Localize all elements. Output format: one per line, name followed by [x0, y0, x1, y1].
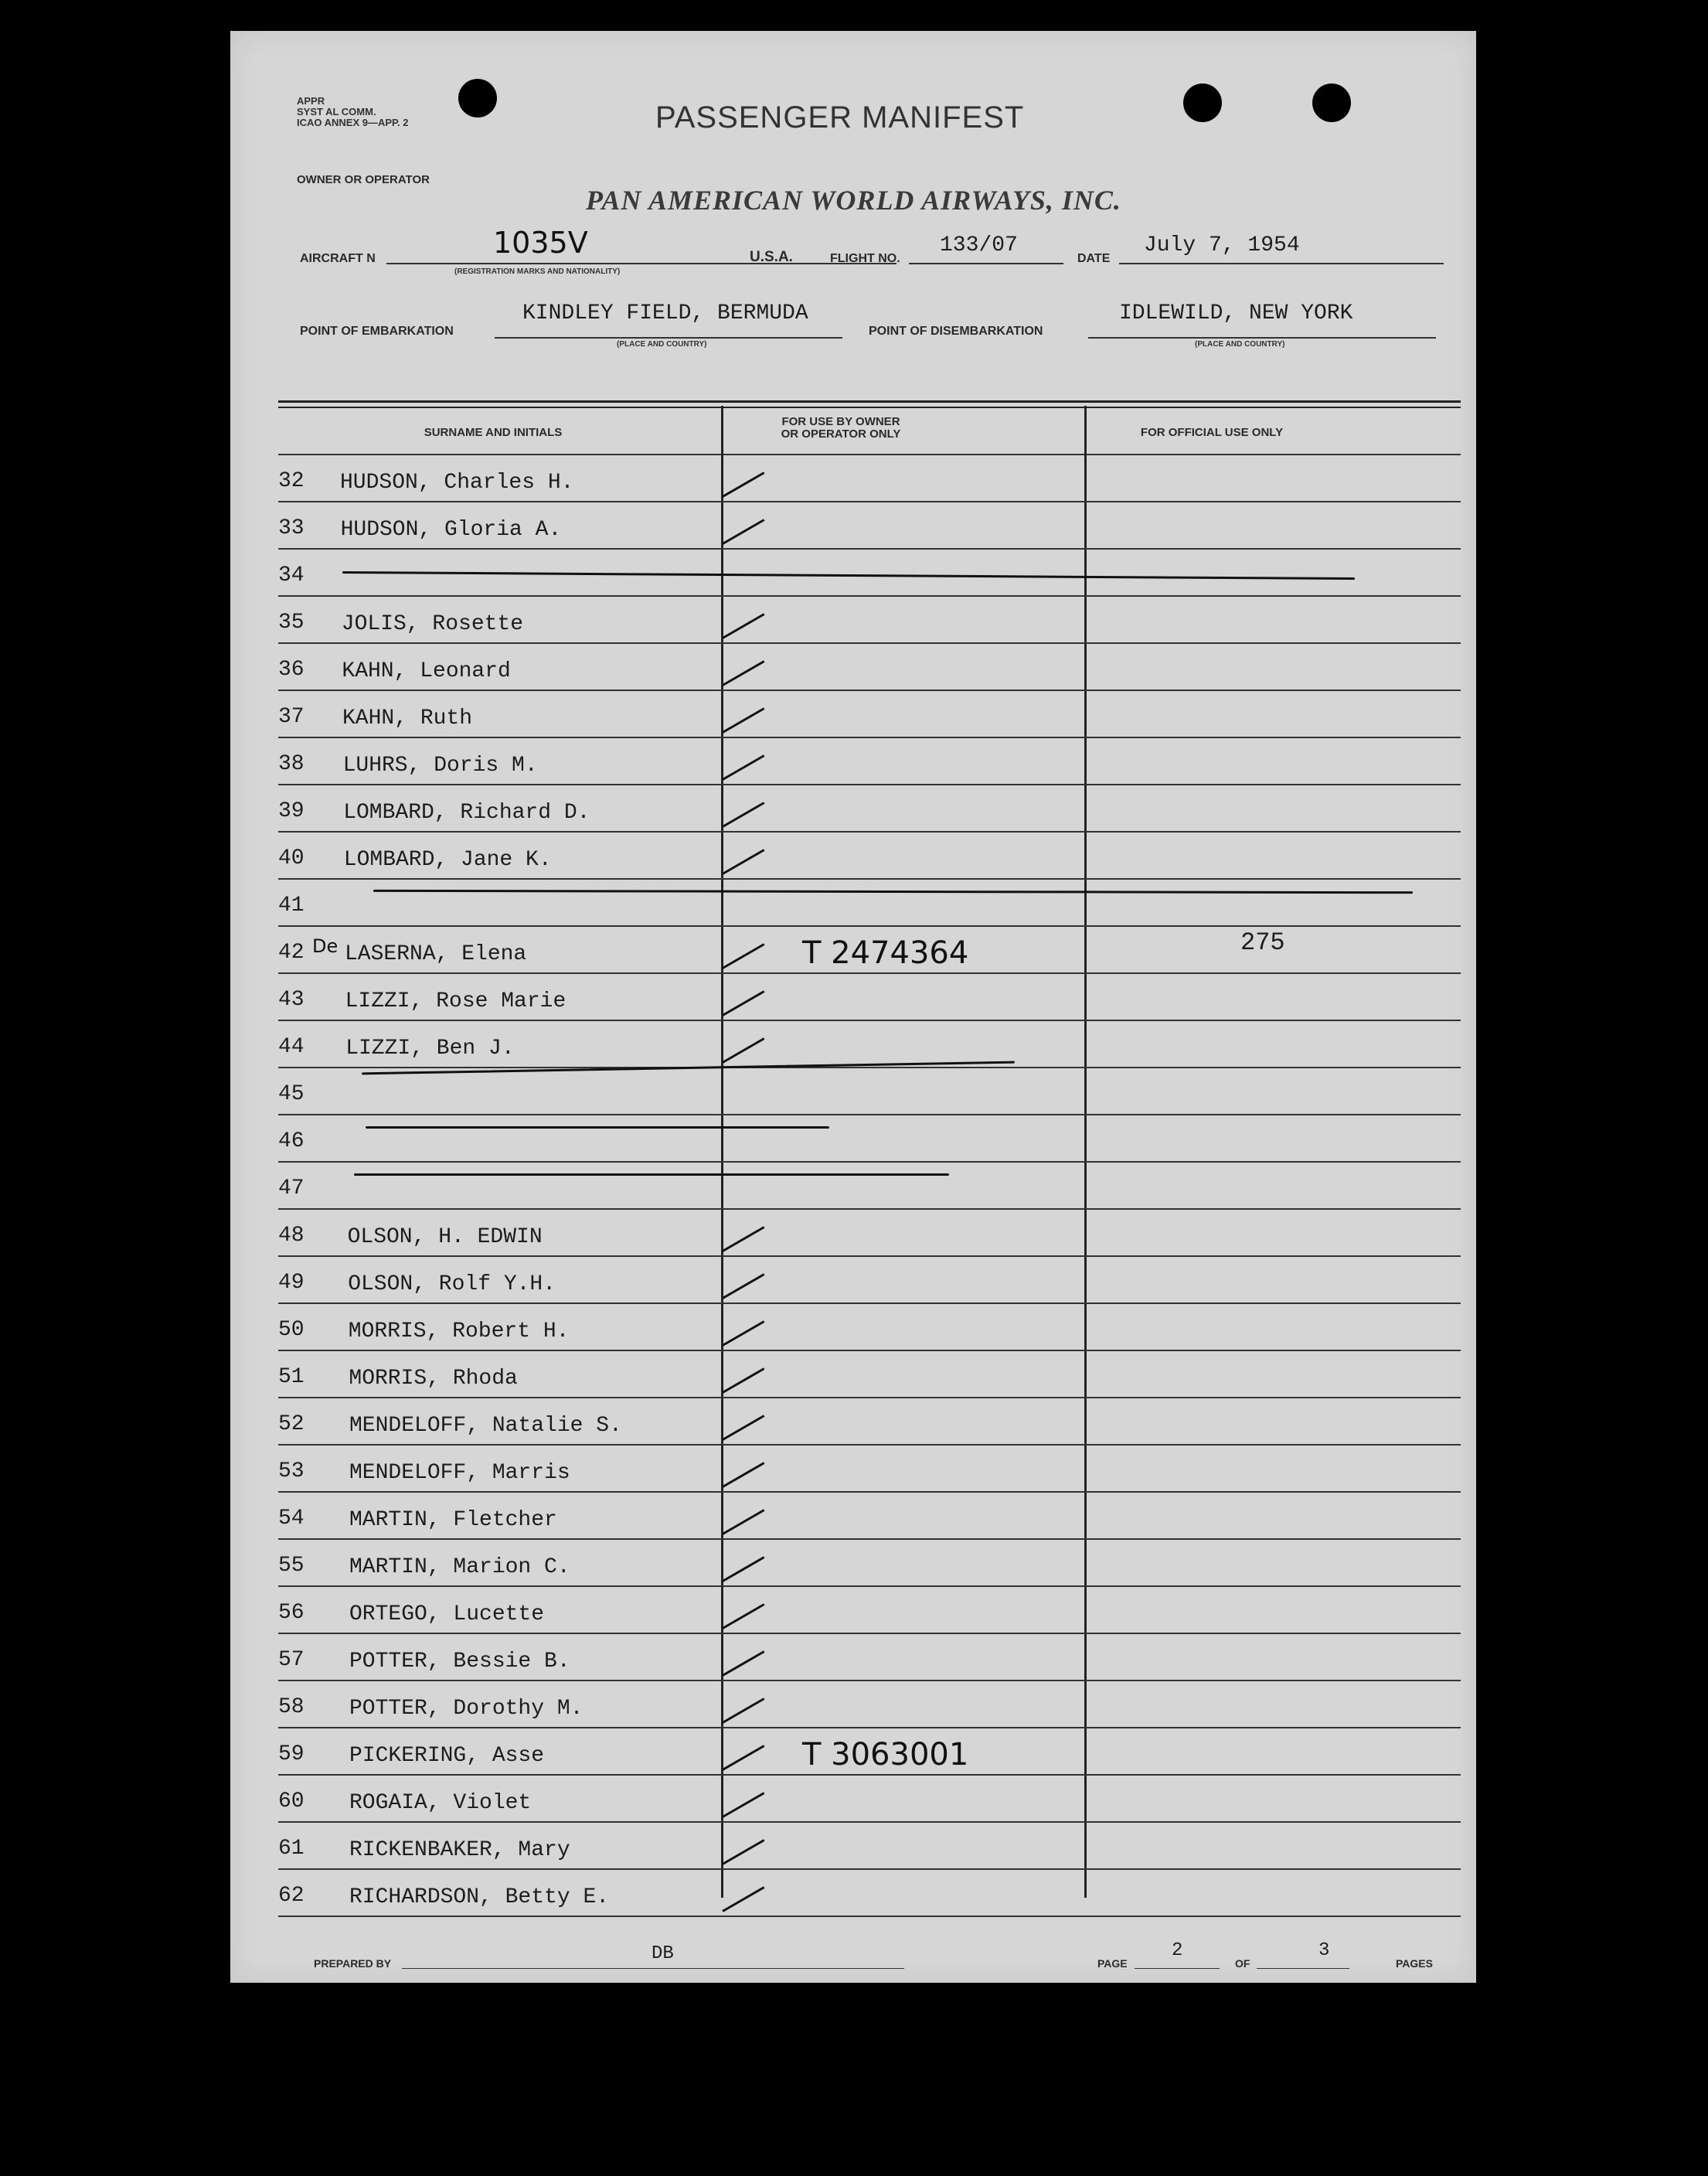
passenger-name: RICKENBAKER, Mary — [349, 1838, 570, 1862]
row-number: 39 — [278, 799, 305, 823]
check-mark — [722, 1698, 764, 1724]
row-number: 48 — [278, 1224, 305, 1248]
row-number: 54 — [278, 1507, 305, 1531]
date-label: DATE — [1077, 252, 1111, 265]
strike-line — [354, 1173, 949, 1176]
row-number: 55 — [278, 1554, 305, 1578]
table-row — [278, 1634, 1461, 1681]
row-number: 35 — [278, 611, 305, 635]
passenger-name: LIZZI, Rose Marie — [345, 989, 566, 1013]
table-row — [278, 1681, 1461, 1728]
passenger-name: ROGAIA, Violet — [349, 1791, 532, 1815]
check-mark — [722, 1603, 764, 1629]
row-number: 58 — [278, 1695, 305, 1719]
check-mark — [722, 943, 764, 969]
official-note: 275 — [1240, 928, 1285, 957]
check-mark — [722, 1320, 764, 1347]
row-number: 43 — [278, 988, 305, 1012]
passenger-name: LUHRS, Doris M. — [342, 754, 538, 778]
table-row — [278, 1021, 1461, 1068]
passenger-name: MARTIN, Fletcher — [349, 1508, 557, 1532]
pages-label: PAGES — [1396, 1957, 1433, 1970]
table-row — [278, 455, 1461, 502]
table-row — [278, 1776, 1461, 1823]
table-row — [278, 974, 1461, 1021]
check-mark — [722, 472, 764, 498]
check-mark — [722, 1415, 764, 1441]
check-mark — [722, 1886, 764, 1912]
check-mark — [722, 1509, 764, 1535]
passenger-name: LIZZI, Ben J. — [345, 1037, 515, 1061]
check-mark — [722, 1226, 764, 1252]
check-mark — [722, 1745, 764, 1771]
check-mark — [722, 1650, 764, 1677]
passenger-name: POTTER, Bessie B. — [349, 1650, 570, 1674]
date-value: July 7, 1954 — [1144, 233, 1300, 257]
check-mark — [722, 1792, 764, 1818]
row-number: 56 — [278, 1601, 305, 1625]
disembark-caption: (PLACE AND COUNTRY) — [1195, 340, 1285, 349]
row-number: 49 — [278, 1271, 305, 1295]
check-mark — [722, 1037, 764, 1064]
row-number: 42 — [278, 941, 305, 965]
table-row — [278, 1587, 1461, 1634]
column-official-use: FOR OFFICIAL USE ONLY — [1140, 426, 1284, 439]
table-row — [278, 502, 1461, 550]
row-number: 33 — [278, 516, 305, 540]
passenger-name: POTTER, Dorothy M. — [349, 1697, 584, 1721]
owner-note: T 3063001 — [802, 1737, 969, 1772]
row-number: 62 — [278, 1884, 305, 1908]
row-number: 37 — [278, 705, 305, 729]
column-owner-use: FOR USE BY OWNER OR OPERATOR ONLY — [781, 415, 901, 441]
check-mark — [722, 1273, 764, 1299]
passenger-name: LOMBARD, Jane K. — [343, 848, 552, 872]
row-number: 60 — [278, 1789, 305, 1813]
prepared-value: DB — [652, 1943, 674, 1964]
table-row — [278, 691, 1461, 738]
punch-hole — [458, 79, 497, 117]
page-title: PASSENGER MANIFEST — [655, 100, 1025, 135]
passenger-name: OLSON, H. EDWIN — [347, 1225, 543, 1249]
table-row — [278, 1540, 1461, 1587]
row-number: 38 — [278, 752, 305, 776]
aircraft-label: AIRCRAFT N — [300, 252, 376, 265]
embark-label: POINT OF EMBARKATION — [300, 325, 454, 338]
row-number: 61 — [278, 1837, 305, 1861]
check-mark — [722, 754, 764, 781]
table-row — [278, 1493, 1461, 1540]
name-prefix: De — [312, 935, 339, 957]
page-label: PAGE — [1097, 1957, 1128, 1970]
aircraft-value: 1035V — [493, 226, 588, 260]
table-row — [278, 597, 1461, 644]
table-row — [278, 1728, 1461, 1776]
table-row — [278, 1446, 1461, 1493]
passenger-name: MARTIN, Marion C. — [349, 1555, 570, 1579]
table-row — [278, 927, 1461, 974]
row-number: 36 — [278, 658, 305, 682]
passenger-name: HUDSON, Gloria A. — [340, 518, 562, 542]
passenger-name: LASERNA, Elena — [345, 942, 527, 966]
strike-line — [366, 1126, 829, 1129]
usa-label: U.S.A. — [750, 249, 793, 265]
passenger-name: KAHN, Ruth — [342, 707, 473, 730]
table-row — [278, 1068, 1461, 1115]
disembark-label: POINT OF DISEMBARKATION — [869, 325, 1043, 338]
passenger-name: KAHN, Leonard — [342, 659, 511, 683]
table-row — [278, 1870, 1461, 1917]
flight-label: FLIGHT NO. — [830, 252, 900, 265]
passenger-name: JOLIS, Rosette — [341, 612, 524, 636]
manifest-sheet — [230, 31, 1476, 1983]
passenger-name: MENDELOFF, Natalie S. — [349, 1414, 622, 1438]
prepared-label: PREPARED BY — [314, 1957, 392, 1970]
embark-value: KINDLEY FIELD, BERMUDA — [522, 301, 808, 325]
row-number: 34 — [278, 564, 305, 587]
table-row — [278, 833, 1461, 880]
punch-hole — [1183, 83, 1222, 122]
flight-value: 133/07 — [940, 233, 1018, 257]
table-row — [278, 1823, 1461, 1870]
passenger-name: OLSON, Rolf Y.H. — [348, 1272, 556, 1296]
passenger-name: MORRIS, Rhoda — [349, 1367, 518, 1391]
form-code: APPR SYST AL COMM. ICAO ANNEX 9—APP. 2 — [297, 95, 409, 128]
row-number: 45 — [278, 1082, 305, 1106]
table-row — [278, 1398, 1461, 1446]
column-surname: SURNAME AND INITIALS — [424, 426, 563, 439]
row-number: 50 — [278, 1318, 305, 1342]
row-number: 44 — [278, 1035, 305, 1059]
check-mark — [722, 802, 764, 828]
check-mark — [722, 519, 764, 545]
check-mark — [722, 660, 764, 686]
passenger-name: ORTEGO, Lucette — [349, 1602, 545, 1626]
aircraft-caption: (REGISTRATION MARKS AND NATIONALITY) — [454, 267, 621, 276]
embark-caption: (PLACE AND COUNTRY) — [617, 340, 707, 349]
row-number: 40 — [278, 846, 305, 870]
of-label: OF — [1235, 1957, 1250, 1970]
passenger-name: MENDELOFF, Marris — [349, 1461, 570, 1485]
check-mark — [722, 1462, 764, 1488]
passenger-name: PICKERING, Asse — [349, 1744, 545, 1768]
passenger-name: LOMBARD, Richard D. — [343, 801, 590, 825]
row-number: 59 — [278, 1742, 305, 1766]
check-mark — [722, 849, 764, 875]
table-row — [278, 1163, 1461, 1210]
check-mark — [722, 707, 764, 734]
owner-label: OWNER OR OPERATOR — [297, 173, 430, 186]
row-number: 46 — [278, 1129, 305, 1153]
passenger-name: MORRIS, Robert H. — [348, 1320, 570, 1343]
row-number: 47 — [278, 1177, 305, 1200]
owner-note: T 2474364 — [802, 935, 969, 971]
table-row — [278, 644, 1461, 691]
check-mark — [722, 1556, 764, 1582]
table-row — [278, 738, 1461, 785]
passenger-name: RICHARDSON, Betty E. — [349, 1885, 610, 1909]
disembark-value: IDLEWILD, NEW YORK — [1119, 301, 1353, 325]
table-row — [278, 1210, 1461, 1257]
of-value: 3 — [1318, 1940, 1330, 1961]
row-number: 41 — [278, 894, 305, 918]
row-number: 51 — [278, 1365, 305, 1389]
row-number: 57 — [278, 1648, 305, 1672]
company-name: PAN AMERICAN WORLD AIRWAYS, INC. — [586, 185, 1121, 216]
table-row — [278, 1257, 1461, 1304]
table-row — [278, 1115, 1461, 1163]
table-row — [278, 785, 1461, 833]
table-row — [278, 1351, 1461, 1398]
row-number: 32 — [278, 469, 305, 493]
check-mark — [722, 1367, 764, 1394]
passenger-name: HUDSON, Charles H. — [340, 471, 574, 495]
check-mark — [722, 613, 764, 639]
table-row — [278, 1304, 1461, 1351]
check-mark — [722, 1839, 764, 1865]
table-row — [278, 880, 1461, 927]
check-mark — [722, 990, 764, 1016]
row-number: 53 — [278, 1459, 305, 1483]
punch-hole — [1312, 83, 1351, 122]
row-number: 52 — [278, 1412, 305, 1436]
page-value: 2 — [1172, 1940, 1183, 1961]
